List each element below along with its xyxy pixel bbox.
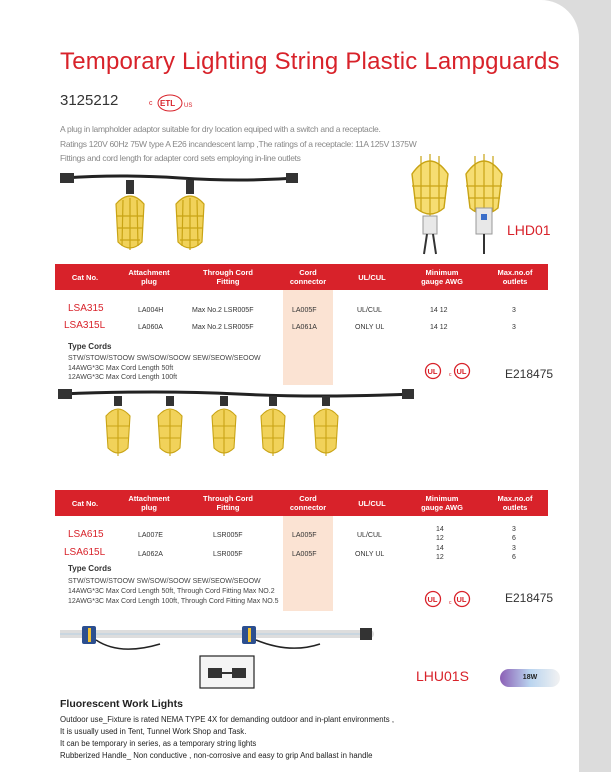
th-fitting-1: Through Cord: [203, 268, 253, 277]
ul-logo-text-1b: UL: [456, 367, 467, 376]
product-code: 3125212: [60, 92, 119, 109]
th2-fitting-1: Through Cord: [203, 494, 253, 503]
description-line-2: Ratings 120V 60Hz 75W type A E26 incandescent lamp ,The ratings of a receptacle: 11A 125V 1375W: [60, 139, 417, 149]
ul-listed-icon: [424, 362, 476, 382]
th2-gauge-2: gauge AWG: [421, 503, 463, 512]
ul-listed-icon-2: [424, 590, 476, 610]
svg-text:c: c: [449, 600, 452, 606]
cert-right: US: [184, 103, 193, 109]
table2-row1-fitting: LSR005F: [213, 532, 243, 539]
th-outlets-2: outlets: [502, 277, 528, 286]
lampguard-pair-image: [404, 150, 514, 258]
table2-type-cord-2: 14AWG*3C Max Cord Length 50ft, Through Cord Fitting Max NO.2: [68, 588, 275, 595]
table1-row1-ul: UL/CUL: [357, 307, 382, 314]
table2-file-number: E218475: [505, 591, 554, 605]
table1-file-number: E218475: [505, 367, 554, 381]
th2-outlets-2: outlets: [502, 503, 528, 512]
lhu-model-label: LHU01S: [416, 668, 469, 684]
table2-row1-plug: LA007E: [138, 532, 163, 539]
th-outlets-1: Max.no.of: [497, 268, 533, 277]
right-margin: [579, 0, 611, 772]
table1-type-cords-title: Type Cords: [68, 342, 112, 351]
th2-plug-1: Attachment: [128, 494, 170, 503]
th-plug-1: Attachment: [128, 268, 170, 277]
fluorescent-line-2: It is usually used in Tent, Tunnel Work Shop and Task.: [60, 727, 247, 736]
ul-logo-text-2b: UL: [456, 595, 467, 604]
th-gauge-2: gauge AWG: [421, 277, 463, 286]
table1-header: [55, 264, 548, 290]
th-cord-1: Cord: [299, 268, 317, 277]
table2-row1-outlets-1: 3: [512, 526, 516, 533]
table2-row1-cat: LSA615: [68, 529, 104, 540]
table2-row2-ul: ONLY UL: [355, 551, 385, 558]
ul-logo-text-2a: UL: [427, 595, 438, 604]
table2-row1-ul: UL/CUL: [357, 532, 382, 539]
th2-gauge-1: Minimum: [425, 494, 459, 503]
table1-row1-plug: LA004H: [138, 307, 164, 314]
table2-row2-outlets-2: 6: [512, 554, 516, 561]
table2-row2-cat: LSA615L: [64, 547, 106, 558]
description-line-3: Fittings and cord length for adapter cord sets employing in-line outlets: [60, 153, 301, 163]
table2-row2-gauge-1: 14: [436, 545, 444, 552]
table1-type-cord-1: STW/STOW/STOOW SW/SOW/SOOW SEW/SEOW/SEOOW: [68, 355, 261, 362]
lamp-string-5-image: [58, 388, 418, 468]
table1-row1-cord: LA005F: [292, 307, 317, 314]
table1-row2-gauge: 14 12: [430, 324, 448, 331]
fluorescent-line-4: Rubberized Handle_ Non conductive , non-corrosive and easy to grip And ballast in handle: [60, 751, 373, 760]
table2-row2-fitting: LSR005F: [213, 551, 243, 558]
th2-ul: UL/CUL: [358, 499, 386, 508]
th2-outlets-1: Max.no.of: [497, 494, 533, 503]
table2-type-cords-title: Type Cords: [68, 564, 112, 573]
th-cat: Cat No.: [71, 273, 99, 282]
table1-row1-gauge: 14 12: [430, 307, 448, 314]
hd01-model-label: LHD01: [507, 222, 551, 238]
th2-fitting-2: Fitting: [216, 503, 240, 512]
fluorescent-line-3: It can be temporary in series, as a temporary string lights: [60, 739, 257, 748]
table2-row1-gauge-1: 14: [436, 526, 444, 533]
table1-row2-outlets: 3: [512, 324, 516, 331]
table2-row2-cord: LA005F: [292, 551, 317, 558]
th-gauge-1: Minimum: [425, 268, 459, 277]
table1-row1-cat: LSA315: [68, 303, 104, 314]
table2-row1-cord: LA005F: [292, 532, 317, 539]
lamp-string-3-image: [60, 168, 300, 260]
table2-header: [55, 490, 548, 516]
table1-row2-cat: LSA315L: [64, 320, 106, 331]
wattage-badge: 18W: [500, 669, 560, 687]
fluorescent-title: Fluorescent Work Lights: [60, 698, 183, 710]
th-ul: UL/CUL: [358, 273, 386, 282]
table1-row1-outlets: 3: [512, 307, 516, 314]
table1-type-cord-2: 14AWG*3C Max Cord Length 50ft: [68, 365, 174, 372]
cord-column-shade-1: [283, 290, 333, 385]
th-fitting-2: Fitting: [216, 277, 240, 286]
th2-cat: Cat No.: [71, 499, 99, 508]
th2-cord-2: connector: [289, 503, 327, 512]
table2-type-cord-3: 12AWG*3C Max Cord Length 100ft, Through Cord Fitting Max NO.5: [68, 598, 279, 605]
cert-mid: ETL: [160, 99, 176, 108]
th2-cord-1: Cord: [299, 494, 317, 503]
table1-row2-ul: ONLY UL: [355, 324, 385, 331]
cord-column-shade-2: [283, 516, 333, 611]
cert-left: c: [149, 100, 153, 107]
table1-row2-plug: LA060A: [138, 324, 163, 331]
table2-row2-outlets-1: 3: [512, 545, 516, 552]
table1-row2-cord: LA061A: [292, 324, 317, 331]
fluorescent-line-1: Outdoor use_Fixture is rated NEMA TYPE 4X for demanding outdoor and in-plant environments ,: [60, 715, 395, 724]
table1-row1-fitting: Max No.2 LSR005F: [192, 307, 254, 314]
table1-row2-fitting: Max No.2 LSR005F: [192, 324, 254, 331]
etl-cert-icon: [148, 94, 198, 112]
table2-row2-gauge-2: 12: [436, 554, 444, 561]
table2-type-cord-1: STW/STOW/STOOW SW/SOW/SOOW SEW/SEOW/SEOOW: [68, 578, 261, 585]
th-cord-2: connector: [289, 277, 327, 286]
fluorescent-string-image: [60, 618, 380, 694]
page-title: Temporary Lighting String Plastic Lampguards: [60, 48, 560, 75]
table2-row1-gauge-2: 12: [436, 535, 444, 542]
description-line-1: A plug in lampholder adaptor suitable for dry location equiped with a switch and a receptacle.: [60, 124, 381, 134]
ul-logo-text-1a: UL: [427, 367, 438, 376]
th-plug-2: plug: [141, 277, 157, 286]
svg-text:c: c: [449, 372, 452, 378]
th2-plug-2: plug: [141, 503, 157, 512]
table1-type-cord-3: 12AWG*3C Max Cord Length 100ft: [68, 374, 178, 381]
table2-row1-outlets-2: 6: [512, 535, 516, 542]
table2-row2-plug: LA062A: [138, 551, 163, 558]
